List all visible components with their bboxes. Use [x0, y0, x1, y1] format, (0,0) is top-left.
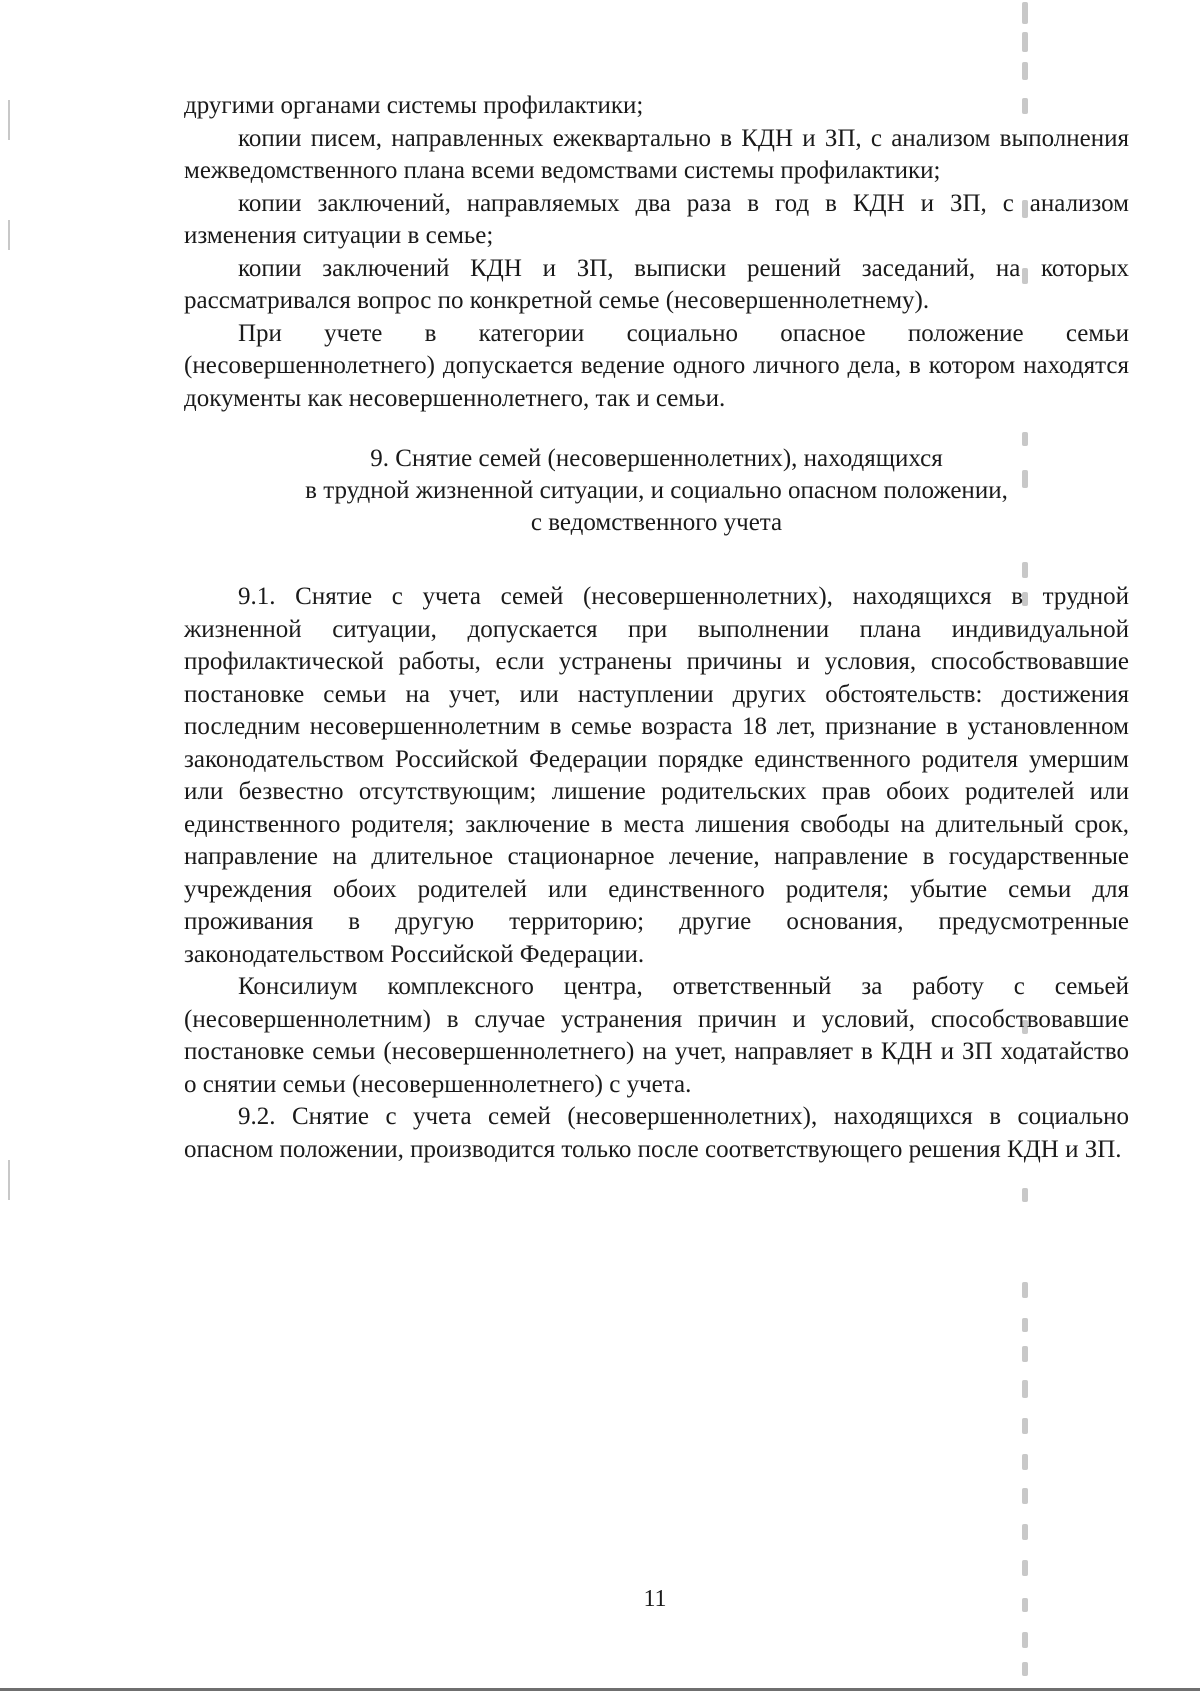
paragraph-personal-file: При учете в категории социально опасное положение семьи (несовершеннолетнего) допускается ведение одного личного дела, в котором находятся документы как несовершеннолетнего, так и семьи.: [184, 319, 1129, 412]
paragraph-9-2: 9.2. Снятие с учета семей (несовершеннолетних), находящихся в социально опасном положении, производится только после соответствующего решения КДН и ЗП.: [184, 1103, 1129, 1163]
paragraph-kdn-conclusions: копии заключений КДН и ЗП, выписки решений заседаний, на которых рассматривался вопрос по конкретной семье (несовершеннолетнему).: [184, 254, 1129, 314]
section-heading-line-1: 9. Снятие семей (несовершеннолетних), находящихся: [370, 445, 943, 472]
page-number: 11: [643, 1586, 667, 1612]
paragraph-conclusions-copies: копии заключений, направляемых два раза в год в КДН и ЗП, с анализом изменения ситуации в семье;: [184, 189, 1129, 249]
paragraph-9-1: 9.1. Снятие с учета семей (несовершеннолетних), находящихся в трудной жизненной ситуации, допускается при выполнении плана индивидуальной профилактической работы, если устранены причины и условия, способствовавшие постановке семьи на учет, или наступлении других обстоятельств: достижения последним несовершеннолетним в семье возраста 18 лет, признание в установленном законодательством Российской Федерации порядке единственного родителя умершим или безвестно отсутствующим; лишение родительских прав обоих родителей или единственного родителя; заключение в места лишения свободы на длительный срок, направление на длительное стационарное лечение, направление в государственные учреждения обоих родителей или единственного родителя; убытие семьи для проживания в другую территорию; другие основания, предусмотренные законодательством Российской Федерации.: [184, 583, 1129, 968]
section-heading-line-2: в трудной жизненной ситуации, и социально опасном положении,: [305, 477, 1008, 504]
section-heading-line-3: с ведомственного учета: [530, 509, 783, 536]
paragraph-letters-copies: копии писем, направленных ежеквартально в КДН и ЗП, с анализом выполнения межведомственного плана всеми ведомствами системы профилактики;: [184, 124, 1129, 184]
document-body: [184, 90, 1129, 1166]
paragraph-council: Консилиум комплексного центра, ответственный за работу с семьей (несовершеннолетним) в случае устранения причин и условий, способствовавшие постановке семьи (несовершеннолетнего) на учет, направляет в КДН и ЗП ходатайство о снятии семьи (несовершеннолетнего) с учета.: [184, 973, 1129, 1098]
section-heading: [184, 443, 1129, 539]
scan-edge-marks-left: [8, 100, 12, 1300]
paragraph-continuation: другими органами системы профилактики;: [184, 92, 644, 119]
scan-bottom-edge: [0, 1688, 1200, 1691]
